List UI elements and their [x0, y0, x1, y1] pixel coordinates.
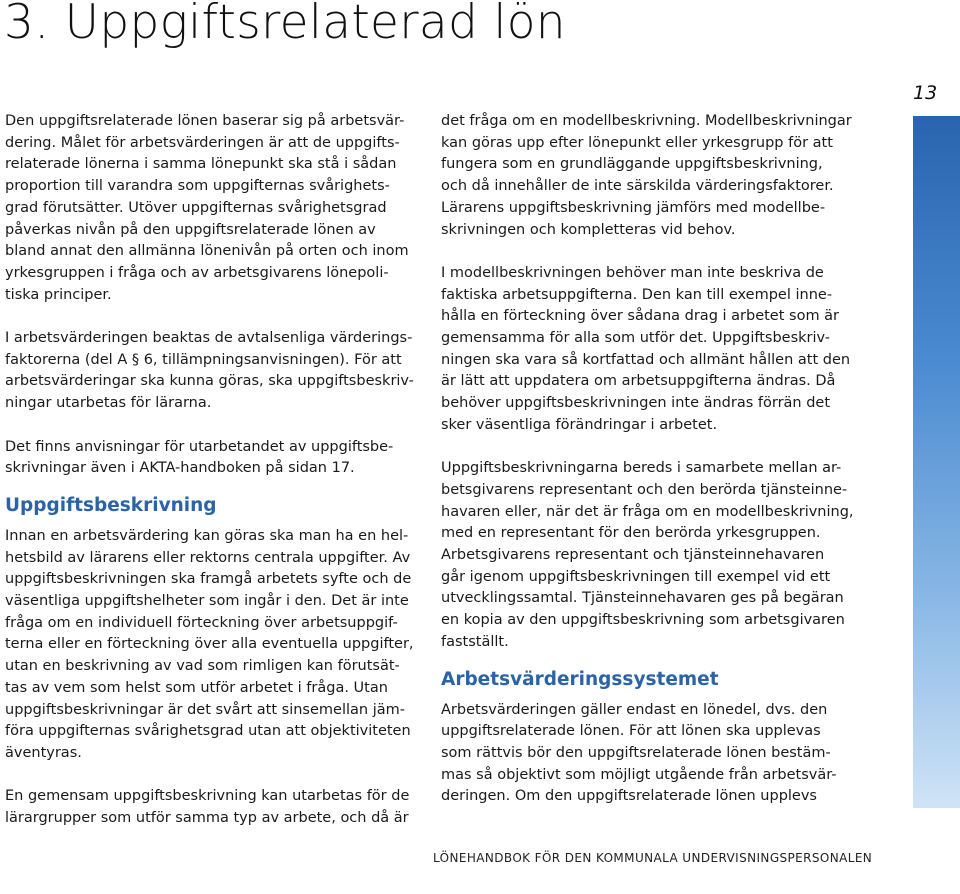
text-line: I arbetsvärderingen beaktas de avtalsenliga värderings- — [5, 330, 413, 347]
text-line: terna eller en förteckning över alla eventuella uppgifter, — [5, 636, 414, 653]
footer-text: LÖNEHANDBOK FÖR DEN KOMMUNALA UNDERVISNINGSPERSONALEN — [433, 851, 873, 865]
text-line: faktiska arbetsuppgifterna. Den kan till exempel inne- — [441, 286, 833, 303]
page-number: 13 — [913, 82, 938, 104]
text-line: det fråga om en modellbeskrivning. Modellbeskrivningar — [441, 113, 852, 129]
text-line: ningen ska vara så kortfattad och allmänt hållen att den — [441, 351, 851, 368]
text-line: Den uppgiftsrelaterade lönen baserar sig på arbetsvär- — [5, 113, 405, 129]
text-line: Arbetsgivarens representant och tjänsteinnehavaren — [441, 547, 825, 564]
right-column — [441, 111, 866, 808]
paragraph — [5, 526, 423, 765]
text-line: faktorerna (del A § 6, tillämpningsanvisningen). För att — [5, 351, 402, 368]
text-line: kan göras upp efter lönepunkt eller yrkesgrupp för att — [441, 134, 833, 151]
text-line: utan en beskrivning av vad som rimligen kan förutsät- — [5, 658, 400, 675]
text-line: havaren eller, när det är fråga om en modellbeskrivning, — [441, 503, 854, 520]
text-line: fungera som en grundläggande uppgiftsbeskrivning, — [441, 156, 823, 173]
text-line: går igenom uppgiftsbeskrivningen till exempel vid ett — [441, 568, 831, 585]
text-line: relaterade lönerna i samma lönepunkt ska stå i sådan — [5, 156, 397, 173]
paragraph — [5, 786, 423, 829]
text-line: uppgiftsbeskrivningar är det svårt att sinsemellan jäm- — [5, 701, 405, 718]
text-line: är lätt att uppdatera om arbetsuppgifterna ändras. Då — [441, 373, 836, 390]
text-line: bland annat den allmänna lönenivån på orten och inom — [5, 243, 409, 260]
text-line: gemensamma för alla som utför det. Uppgiftsbeskriv- — [441, 330, 830, 347]
paragraph — [441, 458, 866, 653]
text-line: ningar utarbetas för lärarna. — [5, 395, 212, 412]
text-line: Lärarens uppgiftsbeskrivning jämförs med modellbe- — [441, 199, 826, 216]
text-line: Innan en arbetsvärdering kan göras ska man ha en hel- — [5, 527, 409, 544]
text-line: skrivningen och kompletteras vid behov. — [441, 221, 736, 238]
section-heading: Uppgiftsbeskrivning — [5, 494, 217, 516]
text-line: behöver uppgiftsbeskrivningen inte ändras förrän det — [441, 395, 831, 412]
paragraph — [5, 111, 423, 306]
text-line: lärargrupper som utför samma typ av arbete, och då är — [5, 810, 409, 827]
section-heading: Arbetsvärderingssystemet — [441, 668, 719, 690]
text-line: fastställt. — [441, 633, 509, 650]
text-line: mas så objektivt som möjligt utgående från arbetsvär- — [441, 766, 837, 783]
text-line: påverkas nivån på den uppgiftsrelaterade lönen av — [5, 221, 376, 238]
text-line: arbetsvärderingar ska kunna göras, ska uppgiftsbeskriv- — [5, 373, 414, 390]
text-line: yrkesgruppen i fråga och av arbetsgivarens lönepoli- — [5, 264, 389, 281]
paragraph — [5, 437, 423, 480]
text-line: fråga om en individuell förteckning över arbetsuppgif- — [5, 614, 398, 631]
text-line: hetsbild av lärarens eller rektorns centrala uppgifter. Av — [5, 549, 411, 566]
text-line: betsgivarens representant och den berörda tjänsteinne- — [441, 481, 848, 498]
text-line: Arbetsvärderingen gäller endast en lönedel, dvs. den — [441, 701, 828, 718]
text-line: Det finns anvisningar för utarbetandet av uppgiftsbe- — [5, 438, 394, 455]
text-line: I modellbeskrivningen behöver man inte beskriva de — [441, 264, 824, 281]
text-line: deringen. Om den uppgiftsrelaterade lönen upplevs — [441, 788, 817, 805]
text-line: Uppgiftsbeskrivningarna bereds i samarbete mellan ar- — [441, 460, 842, 477]
paragraph — [441, 700, 866, 809]
text-line: En gemensam uppgiftsbeskrivning kan utarbetas för de — [5, 788, 410, 805]
text-line: äventyras. — [5, 744, 82, 761]
text-line: som rättvis bör den uppgiftsrelaterade lönen bestäm- — [441, 744, 831, 761]
text-line: skrivningar även i AKTA-handboken på sidan 17. — [5, 460, 355, 477]
text-line: uppgiftsbeskrivningen ska framgå arbetets syfte och de — [5, 571, 412, 588]
text-line: proportion till varandra som uppgifternas svårighets- — [5, 178, 390, 195]
text-line: med en representant för den berörda yrkesgruppen. — [441, 525, 821, 542]
left-column — [5, 111, 423, 830]
text-line: sker väsentliga förändringar i arbetet. — [441, 416, 718, 433]
chapter-color-bar — [913, 116, 960, 808]
text-line: uppgiftsrelaterade lönen. För att lönen ska upplevas — [441, 723, 821, 740]
text-line: utvecklingssamtal. Tjänsteinnehavaren ges på begäran — [441, 590, 844, 607]
paragraph — [5, 328, 423, 415]
text-line: hålla en förteckning över sådana drag i arbetet som är — [441, 308, 840, 325]
paragraph — [441, 263, 866, 437]
text-line: väsentliga uppgiftshelheter som ingår i den. Det är inte — [5, 593, 409, 610]
text-line: föra uppgifternas svårighetsgrad utan att objektiviteten — [5, 723, 411, 740]
text-line: tiska principer. — [5, 286, 112, 303]
text-line: dering. Målet för arbetsvärderingen är att de uppgifts- — [5, 134, 400, 151]
paragraph — [441, 111, 866, 241]
text-line: tas av vem som helst som utför arbetet i fråga. Utan — [5, 679, 388, 696]
text-line: grad förutsätter. Utöver uppgifternas svårighetsgrad — [5, 199, 387, 216]
text-line: och då innehåller de inte särskilda värderingsfaktorer. — [441, 178, 834, 195]
text-line: en kopia av den uppgiftsbeskrivning som arbetsgivaren — [441, 612, 845, 629]
page-title: 3. Uppgiftsrelaterad lön — [4, 0, 566, 50]
